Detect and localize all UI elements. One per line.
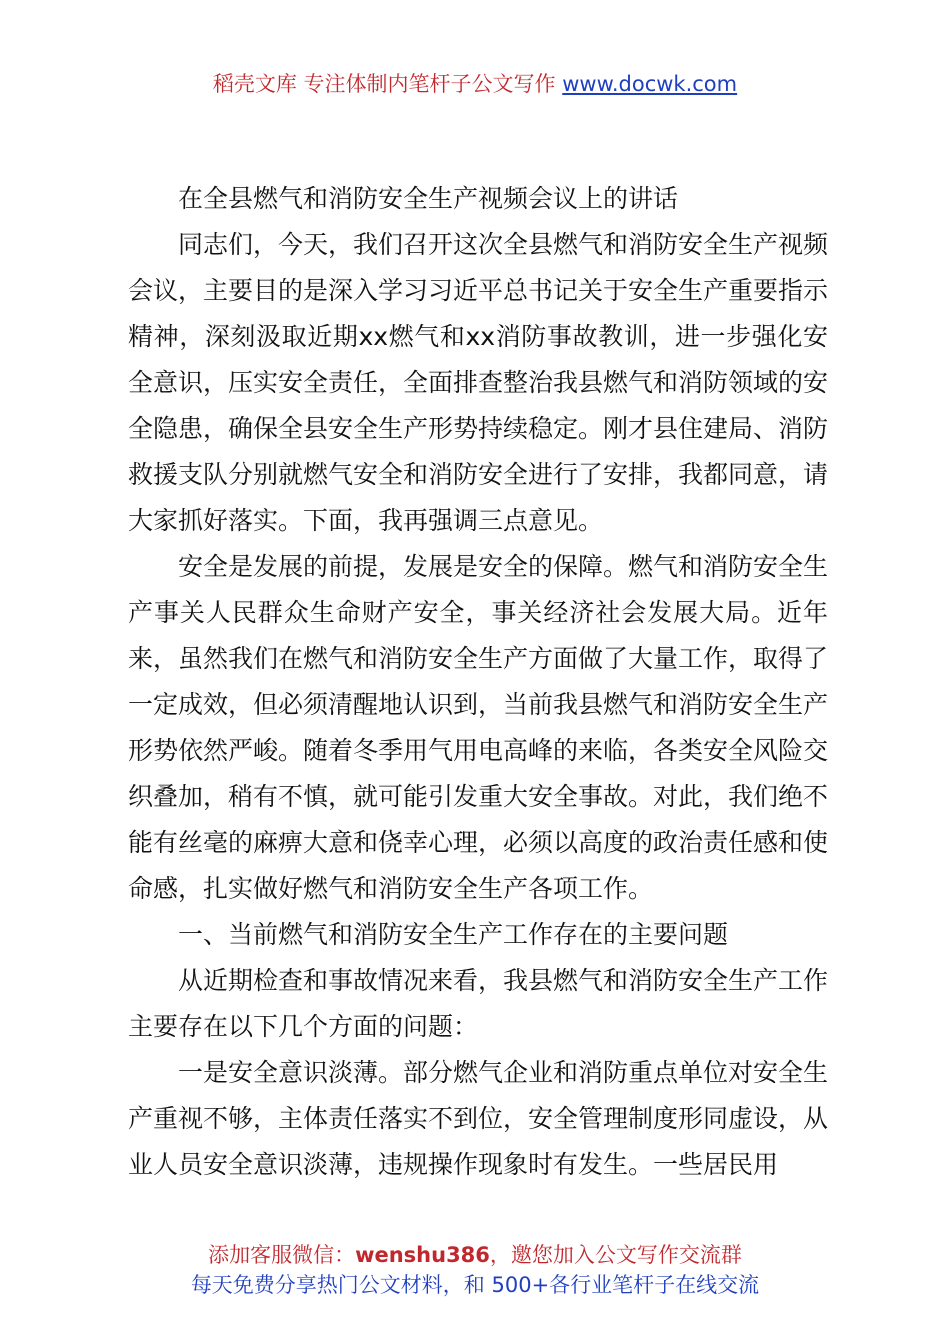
footer-wechat-prefix: 添加客服微信： [208, 1243, 356, 1267]
footer-promo-line-1 [0, 1240, 950, 1270]
footer-wechat-suffix: ，邀您加入公文写作交流群 [489, 1243, 742, 1267]
footer-wechat-id: wenshu386 [355, 1243, 490, 1267]
paragraph: 安全是发展的前提，发展是安全的保障。燃气和消防安全生产事关人民群众生命财产安全，事关经济社会发展大局。近年来，虽然我们在燃气和消防安全生产方面做了大量工作，取得了一定成效，但必须清醒地认识到，当前我县燃气和消防安全生产形势依然严峻。随着冬季用气用电高峰的来临，各类安全风险交织叠加，稍有不慎，就可能引发重大安全事故。对此，我们绝不能有丝毫的麻痹大意和侥幸心理，必须以高度的政治责任感和使命感，扎实做好燃气和消防安全生产各项工作。 [128, 552, 829, 903]
document-body [128, 176, 828, 1188]
page-header [0, 70, 950, 98]
header-website-link[interactable]: www.docwk.com [562, 72, 738, 96]
paragraph: 同志们，今天，我们召开这次全县燃气和消防安全生产视频会议，主要目的是深入学习习近平总书记关于安全生产重要指示精神，深刻汲取近期xx燃气和xx消防事故教训，进一步强化安全意识，压实安全责任，全面排查整治我县燃气和消防领域的安全隐患，确保全县安全生产形势持续稳定。刚才县住建局、消防救援支队分别就燃气安全和消防安全进行了安排，我都同意，请大家抓好落实。下面，我再强调三点意见。 [128, 230, 829, 535]
page-footer [0, 1240, 950, 1300]
paragraph: 一是安全意识淡薄。部分燃气企业和消防重点单位对安全生产重视不够，主体责任落实不到位，安全管理制度形同虚设，从业人员安全意识淡薄，违规操作现象时有发生。一些居民用 [128, 1058, 829, 1179]
paragraph: 从近期检查和事故情况来看，我县燃气和消防安全生产工作主要存在以下几个方面的问题： [128, 966, 829, 1041]
document-title: 在全县燃气和消防安全生产视频会议上的讲话 [178, 184, 679, 213]
footer-promo-line-2: 每天免费分享热门公文材料，和 500+各行业笔杆子在线交流 [190, 1273, 760, 1297]
header-brand-text: 稻壳文库 专注体制内笔杆子公文写作 [212, 72, 556, 96]
section-heading: 一、当前燃气和消防安全生产工作存在的主要问题 [178, 920, 729, 949]
